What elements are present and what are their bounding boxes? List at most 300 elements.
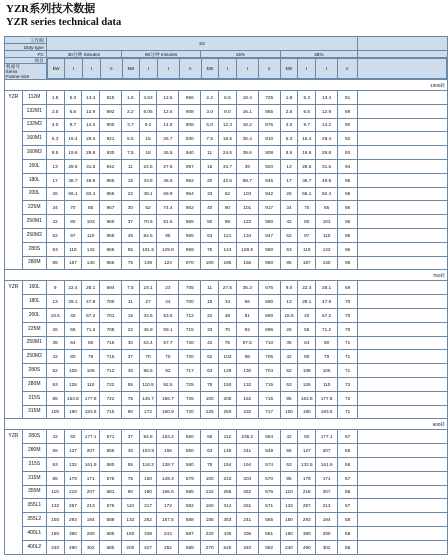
- row-filler: [358, 430, 448, 444]
- column-unit-label: I: [219, 59, 237, 79]
- data-cell: 579: [179, 471, 201, 485]
- data-cell: 56.1: [298, 187, 316, 201]
- data-cell: 708: [100, 322, 122, 336]
- data-cell: 42: [280, 350, 298, 364]
- data-cell: 18.2: [236, 118, 258, 132]
- data-cell: 70: [298, 201, 316, 215]
- data-cell: 240: [280, 540, 298, 554]
- data-cell: 124: [157, 256, 179, 270]
- data-cell: 576: [100, 499, 122, 513]
- data-cell: 588: [100, 513, 122, 527]
- data-cell: 167.5: [157, 513, 179, 527]
- header-filler: [358, 37, 448, 51]
- data-cell: 55: [121, 377, 139, 391]
- data-cell: 210: [219, 471, 237, 485]
- data-cell: 80: [298, 350, 316, 364]
- data-cell: 110: [46, 485, 64, 499]
- data-cell: 95: [338, 201, 358, 215]
- table-row: [5, 513, 448, 527]
- data-cell: 45: [121, 444, 139, 458]
- data-cell: 22: [121, 187, 139, 201]
- table-row: [5, 201, 448, 215]
- data-cell: 390: [64, 526, 82, 540]
- data-cell: 262: [139, 513, 157, 527]
- data-cell: 96: [338, 256, 358, 270]
- data-cell: 45: [121, 364, 139, 378]
- column-unit-label: I: [298, 59, 316, 79]
- data-cell: 900: [100, 118, 122, 132]
- data-cell: 160: [201, 499, 219, 513]
- column-unit-label: I: [65, 59, 83, 79]
- data-cell: 132: [236, 377, 258, 391]
- table-row: [5, 295, 448, 309]
- series-label: YZR: [5, 430, 23, 554]
- data-cell: 720: [179, 336, 201, 350]
- data-cell: 63: [46, 242, 64, 256]
- data-cell: 27: [139, 295, 157, 309]
- data-cell: 18.5: [46, 308, 64, 322]
- data-cell: 920: [258, 159, 280, 173]
- data-cell: 36.7: [64, 173, 82, 187]
- data-cell: 146: [219, 444, 237, 458]
- model-cell: 200L: [22, 187, 46, 201]
- data-cell: 11: [201, 281, 219, 295]
- data-cell: 96: [338, 242, 358, 256]
- data-cell: 185: [219, 256, 237, 270]
- data-cell: 2.2: [201, 91, 219, 105]
- table-row: [5, 228, 448, 242]
- data-cell: 875: [258, 118, 280, 132]
- data-cell: 58: [338, 457, 358, 471]
- data-cell: 103.8: [139, 444, 157, 458]
- data-cell: 42: [46, 430, 64, 444]
- data-cell: 540: [219, 540, 237, 554]
- column-unit-label: I: [315, 59, 337, 79]
- data-cell: 26.5: [157, 146, 179, 160]
- data-cell: 74.4: [157, 201, 179, 215]
- data-cell: 26: [46, 322, 64, 336]
- data-cell: 180: [139, 485, 157, 499]
- data-cell: 940: [179, 146, 201, 160]
- table-row: [5, 457, 448, 471]
- data-cell: 2.5: [46, 104, 64, 118]
- data-cell: 9.0: [280, 281, 298, 295]
- data-cell: 12.6: [157, 104, 179, 118]
- data-cell: 28.6: [64, 159, 82, 173]
- data-cell: 110: [316, 228, 338, 242]
- data-cell: 26: [46, 187, 64, 201]
- speed-label: 600转: [5, 419, 448, 430]
- data-cell: 270: [201, 540, 219, 554]
- data-cell: 1.5: [121, 91, 139, 105]
- data-cell: 5.3: [298, 91, 316, 105]
- data-cell: 80: [219, 201, 237, 215]
- data-cell: 257: [64, 499, 82, 513]
- table-row: [5, 146, 448, 160]
- data-cell: 12.9: [316, 104, 338, 118]
- data-cell: 34: [46, 201, 64, 215]
- data-cell: 42: [280, 215, 298, 229]
- data-cell: 56: [236, 295, 258, 309]
- row-filler: [358, 118, 448, 132]
- data-cell: 12.5: [157, 91, 179, 105]
- speed-section-header: [5, 270, 448, 281]
- data-cell: 582: [179, 499, 201, 513]
- data-cell: 13: [280, 295, 298, 309]
- data-cell: 80: [316, 336, 338, 350]
- data-cell: 960: [100, 215, 122, 229]
- data-cell: 6.05: [139, 104, 157, 118]
- data-cell: 11: [121, 295, 139, 309]
- data-cell: 58: [338, 526, 358, 540]
- data-cell: 139: [139, 256, 157, 270]
- table-row: [5, 364, 448, 378]
- data-cell: 717: [258, 405, 280, 419]
- duration-60-header: 60分钟 minutes: [121, 51, 200, 58]
- data-cell: 3.7: [121, 118, 139, 132]
- data-cell: 240: [46, 540, 64, 554]
- table-row: [5, 118, 448, 132]
- data-cell: 63: [201, 444, 219, 458]
- data-cell: 302: [82, 540, 100, 554]
- model-cell: 315M: [22, 405, 46, 419]
- data-cell: 67.7: [157, 336, 179, 350]
- data-cell: 84.5: [139, 228, 157, 242]
- data-cell: 956: [100, 187, 122, 201]
- series-label: YZR: [5, 281, 23, 419]
- data-cell: 15: [121, 173, 139, 187]
- data-cell: 696: [258, 322, 280, 336]
- duration-30-header: 30分钟 minutes: [46, 51, 121, 58]
- data-cell: 92: [298, 430, 316, 444]
- data-cell: 48: [219, 308, 237, 322]
- speed-section-header: [5, 419, 448, 430]
- data-cell: 715: [258, 377, 280, 391]
- data-cell: 556: [100, 444, 122, 458]
- row-filler: [358, 132, 448, 146]
- data-cell: 71.2: [316, 322, 338, 336]
- data-cell: 95: [157, 228, 179, 242]
- table-row: [5, 405, 448, 419]
- data-cell: 95: [338, 228, 358, 242]
- data-cell: 14.5: [157, 118, 179, 132]
- data-cell: 118: [298, 242, 316, 256]
- model-cell: 225M: [22, 322, 46, 336]
- data-cell: 89: [338, 104, 358, 118]
- data-cell: 70: [139, 350, 157, 364]
- data-cell: 179: [64, 471, 82, 485]
- data-cell: 72: [338, 391, 358, 405]
- model-cell: 180L: [22, 173, 46, 187]
- data-cell: 490: [64, 540, 82, 554]
- table-row: [5, 540, 448, 554]
- data-cell: 98: [236, 350, 258, 364]
- column-unit-label: n: [337, 59, 357, 79]
- data-cell: 129: [219, 364, 237, 378]
- data-cell: 30: [121, 336, 139, 350]
- data-cell: 16.4: [298, 132, 316, 146]
- row-filler: [358, 173, 448, 187]
- data-cell: 55: [201, 430, 219, 444]
- data-cell: 722: [100, 391, 122, 405]
- data-cell: 63: [280, 242, 298, 256]
- data-cell: 79: [316, 350, 338, 364]
- data-cell: 127: [64, 444, 82, 458]
- data-cell: 969: [179, 242, 201, 256]
- data-cell: 132: [64, 457, 82, 471]
- header-row-duty-cn: [5, 37, 448, 44]
- data-cell: 11: [201, 146, 219, 160]
- data-cell: 207: [316, 485, 338, 499]
- data-cell: 42: [280, 430, 298, 444]
- data-cell: 96.5: [139, 364, 157, 378]
- data-cell: 29.1: [64, 295, 82, 309]
- data-cell: 79: [82, 350, 100, 364]
- data-cell: 62: [219, 187, 237, 201]
- data-cell: 55: [338, 444, 358, 458]
- table-row: [5, 242, 448, 256]
- data-cell: 560: [179, 430, 201, 444]
- data-cell: 59.1: [157, 322, 179, 336]
- column-unit-label: I: [157, 59, 179, 79]
- data-cell: 85: [316, 201, 338, 215]
- data-cell: 161.9: [82, 457, 100, 471]
- model-cell: 280S: [22, 430, 46, 444]
- data-cell: 25.7: [157, 132, 179, 146]
- data-cell: 90: [121, 405, 139, 419]
- technical-data-table: [4, 36, 448, 555]
- data-cell: 9.7: [64, 118, 82, 132]
- data-cell: 52: [46, 228, 64, 242]
- data-cell: 435: [219, 526, 237, 540]
- speed-label: 750转: [5, 270, 448, 281]
- data-cell: 46.9: [139, 322, 157, 336]
- column-unit-label: kW: [47, 59, 65, 79]
- row-filler: [358, 256, 448, 270]
- data-cell: 49.8: [82, 173, 100, 187]
- data-cell: 293: [64, 513, 82, 527]
- data-cell: 8.5: [46, 146, 64, 160]
- data-cell: 150: [280, 513, 298, 527]
- data-cell: 31.6: [316, 159, 338, 173]
- data-cell: 127: [298, 444, 316, 458]
- data-cell: 157: [64, 256, 82, 270]
- data-cell: 17: [46, 173, 64, 187]
- data-cell: 717: [179, 364, 201, 378]
- data-cell: 183.5: [82, 405, 100, 419]
- model-cell: 160L: [22, 159, 46, 173]
- data-cell: 570: [258, 471, 280, 485]
- frame-en-label: Frame-size: [6, 74, 30, 79]
- data-cell: 110: [280, 485, 298, 499]
- data-cell: 892: [100, 104, 122, 118]
- data-cell: 185: [201, 513, 219, 527]
- data-cell: 42: [201, 336, 219, 350]
- data-cell: 11: [121, 159, 139, 173]
- data-cell: 58: [338, 540, 358, 554]
- data-cell: 33: [201, 187, 219, 201]
- header-row-fc: [5, 51, 448, 58]
- data-cell: 725: [258, 91, 280, 105]
- data-cell: 80: [64, 215, 82, 229]
- data-cell: 42.6: [219, 173, 237, 187]
- data-cell: 161.9: [316, 457, 338, 471]
- model-cell: 355L1: [22, 499, 46, 513]
- data-cell: 12.3: [219, 118, 237, 132]
- model-cell: 180L: [22, 295, 46, 309]
- data-cell: 917: [258, 201, 280, 215]
- table-row: [5, 350, 448, 364]
- data-cell: 118.3: [139, 457, 157, 471]
- model-cell: 200L: [22, 308, 46, 322]
- data-cell: 266: [219, 485, 237, 499]
- data-cell: 132.5: [298, 457, 316, 471]
- data-cell: 85: [82, 201, 100, 215]
- data-cell: 110: [82, 377, 100, 391]
- data-cell: 108: [64, 364, 82, 378]
- model-cell: 132M2: [22, 118, 46, 132]
- data-cell: 15: [201, 295, 219, 309]
- row-filler: [358, 201, 448, 215]
- data-cell: 42: [46, 350, 64, 364]
- data-cell: 110: [121, 499, 139, 513]
- table-row: [5, 526, 448, 540]
- data-cell: 2.2: [121, 104, 139, 118]
- data-cell: 53.5: [157, 308, 179, 322]
- data-cell: 71: [338, 336, 358, 350]
- data-cell: 138.7: [157, 457, 179, 471]
- data-cell: 71: [338, 350, 358, 364]
- data-cell: 213: [316, 499, 338, 513]
- series-label: YZR: [5, 91, 23, 270]
- data-cell: 235.2: [236, 430, 258, 444]
- table-row: [5, 377, 448, 391]
- row-filler: [358, 91, 448, 105]
- data-cell: 582: [258, 540, 280, 554]
- speed-label: 1000转: [5, 80, 448, 91]
- data-cell: 180: [46, 526, 64, 540]
- data-cell: 6.5: [298, 104, 316, 118]
- data-cell: 548: [258, 444, 280, 458]
- duty-type-cn-label: 工作制: [5, 37, 47, 44]
- row-filler: [358, 146, 448, 160]
- data-cell: 162: [236, 391, 258, 405]
- data-cell: 52: [201, 350, 219, 364]
- data-cell: 34: [219, 295, 237, 309]
- units-subtable: [47, 58, 447, 79]
- data-cell: 218: [298, 485, 316, 499]
- model-cell: 250M1: [22, 336, 46, 350]
- data-cell: 55: [46, 444, 64, 458]
- data-cell: 150: [219, 377, 237, 391]
- data-cell: 19.6: [64, 146, 82, 160]
- data-cell: 156.7: [157, 391, 179, 405]
- data-cell: 132: [201, 485, 219, 499]
- data-cell: 103: [82, 215, 100, 229]
- data-cell: 23: [157, 281, 179, 295]
- data-cell: 150: [46, 513, 64, 527]
- data-cell: 47.8: [316, 295, 338, 309]
- data-cell: 93: [338, 146, 358, 160]
- row-filler: [358, 513, 448, 527]
- row-filler: [358, 377, 448, 391]
- data-cell: 92: [64, 430, 82, 444]
- data-cell: 18.5: [219, 132, 237, 146]
- data-cell: 75: [201, 377, 219, 391]
- row-filler: [358, 308, 448, 322]
- data-cell: 146.7: [139, 391, 157, 405]
- data-cell: 427: [139, 540, 157, 554]
- items-en-label: Items: [6, 69, 18, 74]
- data-cell: 715: [258, 391, 280, 405]
- page-title-cn: YZR系列技术数据: [6, 3, 96, 15]
- data-cell: 85: [280, 471, 298, 485]
- data-cell: 27.6: [157, 159, 179, 173]
- data-cell: 44: [157, 295, 179, 309]
- data-cell: 108: [298, 364, 316, 378]
- table-row: [5, 485, 448, 499]
- data-cell: 106: [82, 364, 100, 378]
- data-cell: 140: [82, 256, 100, 270]
- table-body: [5, 37, 448, 555]
- row-filler: [358, 350, 448, 364]
- model-cell: 160M1: [22, 132, 46, 146]
- units-filler: [357, 59, 446, 79]
- page-title-en: YZR series technical data: [6, 17, 122, 28]
- data-cell: 261: [236, 499, 258, 513]
- data-cell: 13: [46, 159, 64, 173]
- data-cell: 70: [219, 322, 237, 336]
- row-filler: [358, 104, 448, 118]
- page-titles: [6, 2, 121, 29]
- data-cell: 700: [100, 295, 122, 309]
- data-cell: 19.6: [298, 146, 316, 160]
- data-cell: 5.5: [121, 132, 139, 146]
- data-cell: 30: [121, 201, 139, 215]
- data-cell: 4.0: [280, 118, 298, 132]
- data-cell: 24.5: [139, 159, 157, 173]
- data-cell: 101.5: [139, 242, 157, 256]
- data-cell: 19.1: [139, 281, 157, 295]
- data-cell: 581: [258, 526, 280, 540]
- data-cell: 9.2: [139, 118, 157, 132]
- data-cell: 99: [219, 215, 237, 229]
- data-cell: 712: [100, 364, 122, 378]
- data-cell: 290: [82, 526, 100, 540]
- data-cell: 36.7: [298, 173, 316, 187]
- data-cell: 571: [100, 430, 122, 444]
- data-cell: 190: [298, 405, 316, 419]
- data-cell: 585: [179, 485, 201, 499]
- data-cell: 71.2: [82, 322, 100, 336]
- column-unit-label: n: [179, 59, 201, 79]
- row-filler: [358, 295, 448, 309]
- data-cell: 50: [201, 215, 219, 229]
- data-cell: 84.8: [139, 430, 157, 444]
- row-filler: [358, 159, 448, 173]
- data-cell: 574: [258, 457, 280, 471]
- data-cell: 95: [338, 173, 358, 187]
- data-cell: 92: [157, 364, 179, 378]
- data-cell: 55: [121, 242, 139, 256]
- duty-type-value: S2: [46, 37, 357, 51]
- data-cell: 705: [179, 281, 201, 295]
- data-cell: 33: [201, 322, 219, 336]
- data-cell: 213: [82, 499, 100, 513]
- data-cell: 52: [46, 364, 64, 378]
- data-cell: 26: [280, 322, 298, 336]
- data-cell: 75: [121, 256, 139, 270]
